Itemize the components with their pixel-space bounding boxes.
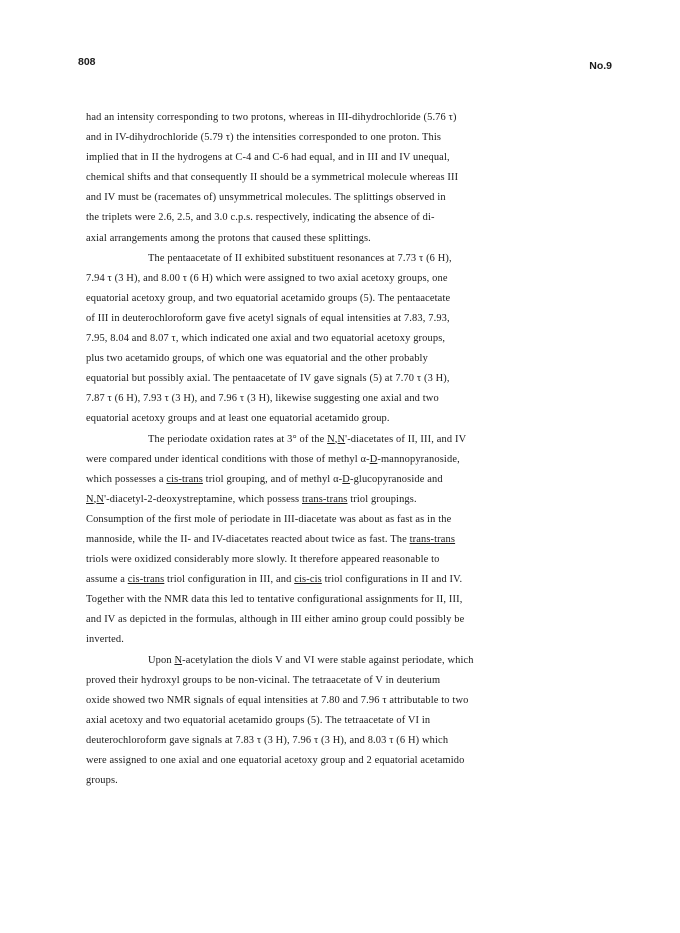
underlined-term: cis-trans — [127, 574, 165, 586]
text-line: axial acetoxy and two equatorial acetamido groups (5). The tetraacetate of VI in — [86, 714, 431, 726]
text-line: deuterochloroform gave signals at 7.83 τ (3 H), 7.96 τ (3 H), and 8.03 τ (6 H) which — [86, 734, 449, 746]
text-line: oxide showed two NMR signals of equal intensities at 7.80 and 7.96 τ attributable to two — [86, 694, 469, 706]
page-number: 808 — [78, 56, 96, 68]
underlined-term: N — [96, 493, 105, 505]
underlined-term: N — [337, 433, 346, 445]
text-line: and IV must be (racemates of) unsymmetrical molecules. The splittings observed in — [86, 192, 446, 204]
text-line: of III in deuterochloroform gave five acetyl signals of equal intensities at 7.83, 7.93, — [86, 312, 450, 324]
paragraph — [86, 430, 586, 651]
paragraph — [86, 108, 586, 249]
underlined-term: N — [86, 493, 94, 505]
text-line: plus two acetamido groups, of which one was equatorial and the other probably — [86, 353, 428, 365]
text-line: axial arrangements among the protons that caused these splittings. — [86, 232, 371, 244]
text-line: Together with the NMR data this led to tentative configurational assignments for II, III, — [86, 594, 463, 606]
text-line: groups. — [86, 775, 118, 787]
underlined-term: N — [327, 433, 335, 445]
paragraph — [86, 651, 586, 792]
text-line: and IV as depicted in the formulas, although in III either amino group could possibly be — [86, 614, 465, 626]
text-line: the triplets were 2.6, 2.5, and 3.0 c.p.s. respectively, indicating the absence of di- — [86, 212, 435, 224]
article-body — [86, 108, 586, 791]
text-line: were compared under identical conditions with those of methyl α-D-mannopyranoside, — [86, 453, 460, 465]
text-line: had an intensity corresponding to two protons, whereas in III-dihydrochloride (5.76 τ) — [86, 112, 457, 123]
text-line: mannoside, while the II- and IV-diacetates reacted about twice as fast. The trans-trans — [86, 533, 456, 545]
text-line: Upon N-acetylation the diols V and VI were stable against periodate, which — [148, 654, 474, 666]
text-line: assume a cis-trans triol configuration in III, and cis-cis triol configurations in II and IV. — [86, 574, 463, 586]
text-line: equatorial but possibly axial. The pentaacetate of IV gave signals (5) at 7.70 τ (3 H), — [86, 373, 450, 385]
text-line: The periodate oxidation rates at 3° of the N,N'-diacetates of II, III, and IV — [148, 433, 467, 445]
underlined-term: N — [174, 654, 183, 666]
text-line: equatorial acetoxy group, and two equatorial acetamido groups (5). The pentaacetate — [86, 292, 451, 304]
underlined-term: trans-trans — [409, 533, 456, 545]
text-line: triols were oxidized considerably more slowly. It therefore appeared reasonable to — [86, 554, 440, 566]
underlined-term: trans-trans — [301, 493, 348, 505]
underlined-term: cis-cis — [294, 574, 322, 586]
text-line: were assigned to one axial and one equatorial acetoxy group and 2 equatorial acetamido — [86, 755, 465, 766]
text-line: chemical shifts and that consequently II should be a symmetrical molecule whereas III — [86, 172, 459, 184]
text-line: 7.95, 8.04 and 8.07 τ, which indicated one axial and two equatorial acetoxy groups, — [86, 333, 446, 345]
text-line: 7.94 τ (3 H), and 8.00 τ (6 H) which were assigned to two axial acetoxy groups, one — [86, 272, 448, 284]
text-line: implied that in II the hydrogens at C-4 and C-6 had equal, and in III and IV unequal, — [86, 152, 450, 164]
text-line: proved their hydroxyl groups to be non-vicinal. The tetraacetate of V in deuterium — [86, 674, 441, 686]
text-line: and in IV-dihydrochloride (5.79 τ) the intensities corresponded to one proton. This — [86, 132, 442, 144]
paragraph — [86, 249, 586, 430]
text-line: 7.87 τ (6 H), 7.93 τ (3 H), and 7.96 τ (3 H), likewise suggesting one axial and two — [86, 393, 439, 405]
text-line: Consumption of the first mole of periodate in III-diacetate was about as fast as in the — [86, 513, 452, 525]
journal-issue-number: No.9 — [589, 60, 612, 72]
underlined-term: cis-trans — [166, 473, 203, 485]
text-line: The pentaacetate of II exhibited substituent resonances at 7.73 τ (6 H), — [148, 252, 452, 264]
underlined-term: D — [342, 473, 350, 485]
text-line: equatorial acetoxy groups and at least one equatorial acetamido group. — [86, 413, 390, 425]
text-line: which possesses a cis-trans triol grouping, and of methyl α-D-glucopyranoside and — [86, 473, 443, 485]
text-line: N,N'-diacetyl-2-deoxystreptamine, which possess trans-trans triol groupings. — [86, 493, 417, 505]
text-line: inverted. — [86, 634, 124, 646]
underlined-term: D — [369, 453, 378, 465]
